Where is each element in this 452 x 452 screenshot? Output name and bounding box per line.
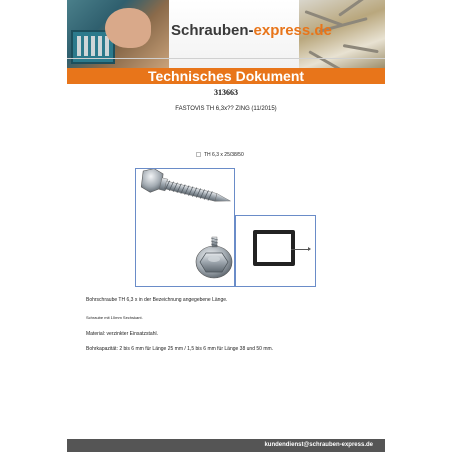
hand-image xyxy=(105,8,151,48)
material-info: Material: verzinkter Einsatzstahl. xyxy=(86,331,158,337)
drilling-capacity: Bohrkapazität: 2 bis 6 mm für Länge 25 mm / 1,5 bis 6 mm für Länge 38 und 50 mm. xyxy=(86,346,274,352)
variant-list xyxy=(196,152,244,158)
screw-illustration xyxy=(136,169,234,286)
product-description: Bohrschraube TH 6,3 x in der Bezeichnung angegebene Länge. xyxy=(86,297,228,303)
arrow-icon xyxy=(308,247,311,251)
screw-side-view xyxy=(139,169,234,212)
banner-divider xyxy=(67,58,385,59)
profile-square-icon xyxy=(253,230,295,266)
variant-text: TH 6,3 x 25/38/50 xyxy=(204,152,244,158)
article-number: 313663 xyxy=(214,88,238,97)
bullet-icon xyxy=(196,152,201,157)
product-note: Schraube mit 10mm Sechskant. xyxy=(86,315,143,320)
profile-drawing-frame xyxy=(235,215,316,287)
logo-text: Schrauben- xyxy=(171,22,254,39)
footer-bar xyxy=(67,439,385,452)
leader-line xyxy=(291,249,309,250)
product-title: FASTOVIS TH 6,3x?? ZING (11/2015) xyxy=(175,106,277,112)
brand-logo xyxy=(171,22,332,39)
document-type-title: Technisches Dokument xyxy=(67,68,385,84)
screw-head-view xyxy=(196,237,232,278)
logo-accent-text: express.de xyxy=(253,22,332,39)
screw-photo-frame xyxy=(135,168,235,287)
footer-email-link[interactable]: kundendienst@schrauben-express.de xyxy=(264,442,373,448)
